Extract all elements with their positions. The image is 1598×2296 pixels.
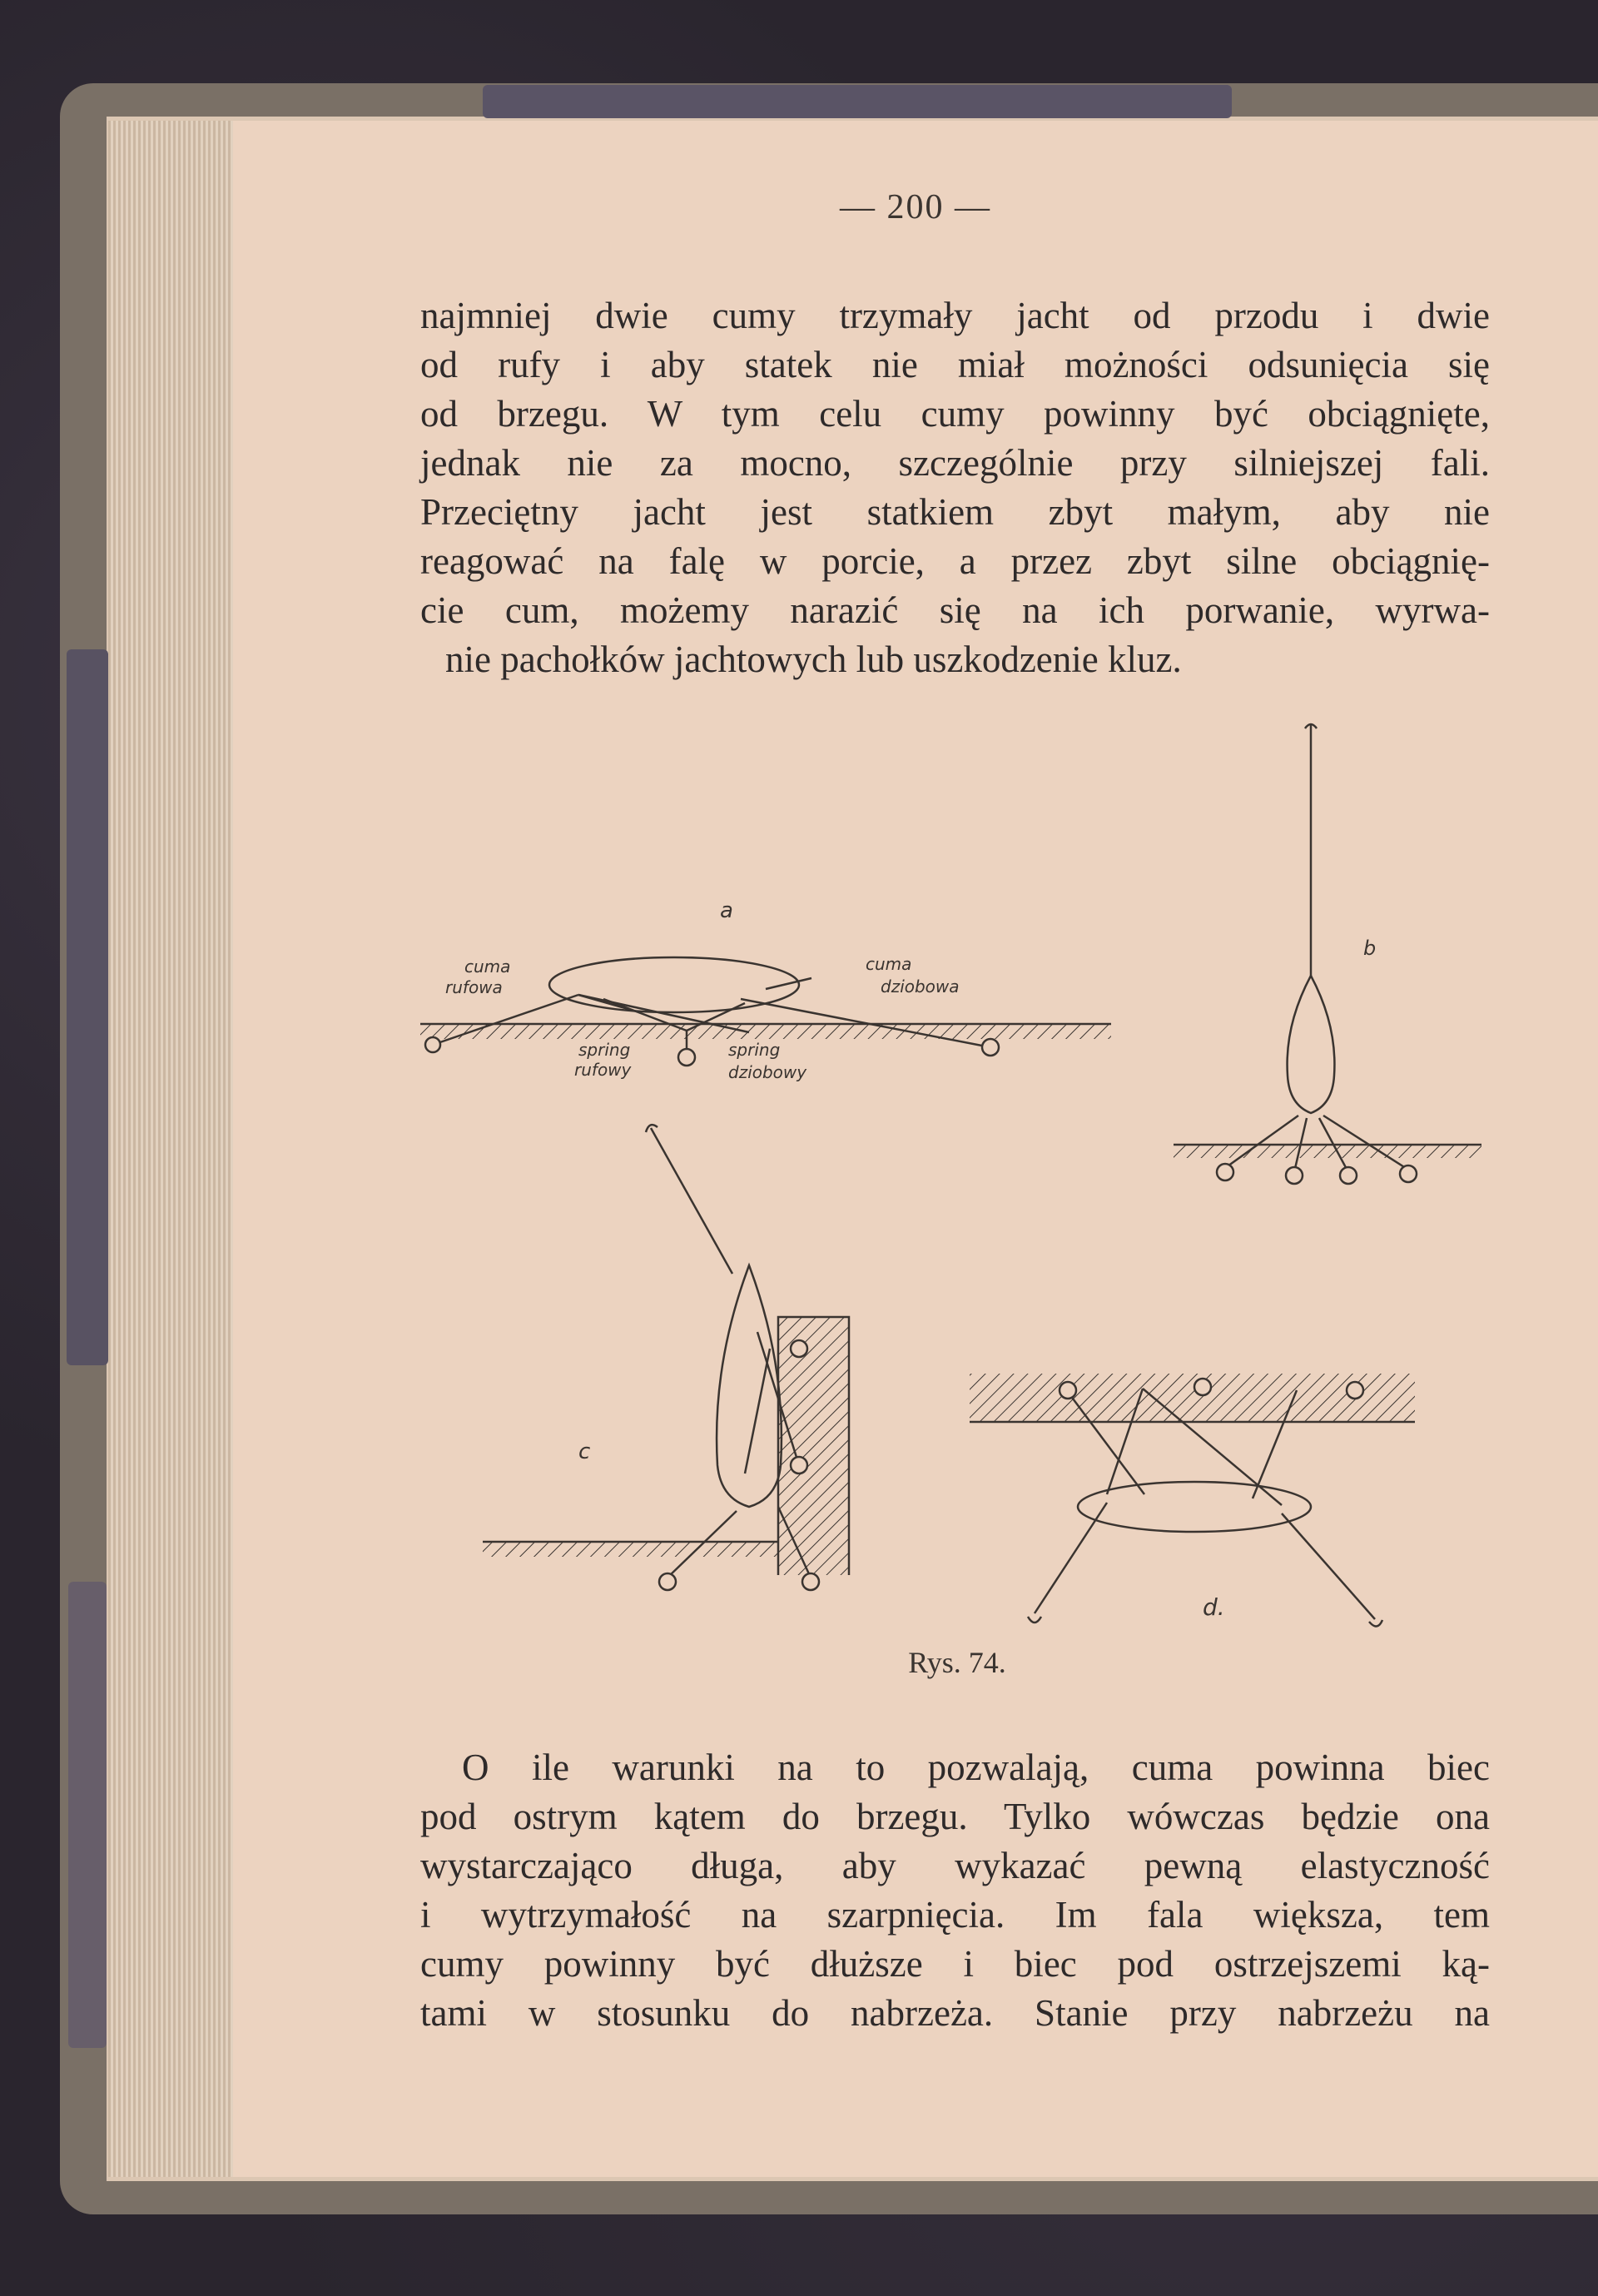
page-number: — 200 — <box>840 188 991 226</box>
binding-tape-top <box>483 85 1232 118</box>
quay-d <box>970 1374 1415 1422</box>
text-line: od brzegu. W tym celu cumy powinny być obciągnięte, <box>420 393 1490 435</box>
label-c: c <box>578 1439 591 1464</box>
quay-a <box>420 1024 1111 1039</box>
label-spring-dziobowy: spring <box>728 1040 781 1060</box>
bollard <box>802 1573 819 1590</box>
paragraph-bottom <box>420 1743 1490 2038</box>
bollard <box>1217 1164 1233 1180</box>
hull-c <box>717 1265 782 1507</box>
label-cuma-rufowa: cuma <box>464 957 511 977</box>
label-d: d. <box>1203 1593 1225 1621</box>
text-line: nie pachołków jachtowych lub uszkodzenie kluz. <box>445 639 1182 680</box>
hull-d <box>1078 1482 1311 1532</box>
bollard <box>1347 1382 1363 1399</box>
bollard <box>1194 1379 1211 1395</box>
bollard <box>1286 1167 1303 1184</box>
text-line: jednak nie za mocno, szczególnie przy silniejszej fali. <box>420 442 1490 484</box>
binding-tape-spine-lower <box>68 1582 107 2048</box>
label-cuma-dziobowa: cuma <box>866 954 912 974</box>
quay-c-vertical <box>778 1317 849 1575</box>
bollard <box>1400 1165 1417 1182</box>
bollard <box>425 1037 440 1052</box>
text-line: od rufy i aby statek nie miał możności odsunięcia się <box>420 344 1490 385</box>
text-line: wystarczająco długa, aby wykazać pewną elastyczność <box>420 1845 1490 1886</box>
paragraph-top <box>420 291 1490 684</box>
text-line: i wytrzymałość na szarpnięcia. Im fala większa, tem <box>420 1894 1490 1936</box>
text-line: Przeciętny jacht jest statkiem zbyt małym, aby nie <box>420 491 1490 533</box>
figure-caption: Rys. 74. <box>908 1646 1006 1679</box>
bollard <box>791 1340 807 1357</box>
page-edges <box>108 121 233 2177</box>
bollard <box>1060 1382 1076 1399</box>
bollard <box>659 1573 676 1590</box>
label-b: b <box>1363 937 1377 960</box>
label-cuma-dziobowa: dziobowa <box>881 977 960 996</box>
label-spring-rufowy: rufowy <box>574 1060 632 1080</box>
text-line: O ile warunki na to pozwalają, cuma powinna biec <box>462 1747 1490 1788</box>
text-line: reagować na falę w porcie, a przez zbyt silne obciągnię- <box>420 540 1490 582</box>
label-a: a <box>720 898 733 923</box>
label-spring-dziobowy: dziobowy <box>728 1062 807 1082</box>
label-spring-rufowy: spring <box>578 1040 631 1060</box>
bollard <box>791 1457 807 1474</box>
text-line: pod ostrym kątem do brzegu. Tylko wówczas będzie ona <box>420 1796 1490 1837</box>
mooring-diagram <box>400 716 1498 1690</box>
text-line: cumy powinny być dłuższe i biec pod ostrzejszemi ką- <box>420 1943 1490 1985</box>
hull-b <box>1288 976 1335 1113</box>
bollard <box>982 1039 999 1056</box>
text-line: tami w stosunku do nabrzeża. Stanie przy nabrzeżu na <box>420 1992 1490 2034</box>
text-line: najmniej dwie cumy trzymały jacht od przodu i dwie <box>420 295 1490 336</box>
quay-c-bottom <box>483 1542 778 1557</box>
quay-b <box>1174 1145 1481 1158</box>
bollard <box>678 1049 695 1066</box>
text-line: cie cum, możemy narazić się na ich porwanie, wyrwa- <box>420 589 1490 631</box>
bollard <box>1340 1167 1357 1184</box>
binding-tape-spine <box>67 649 108 1365</box>
label-cuma-rufowa: rufowa <box>445 977 503 997</box>
